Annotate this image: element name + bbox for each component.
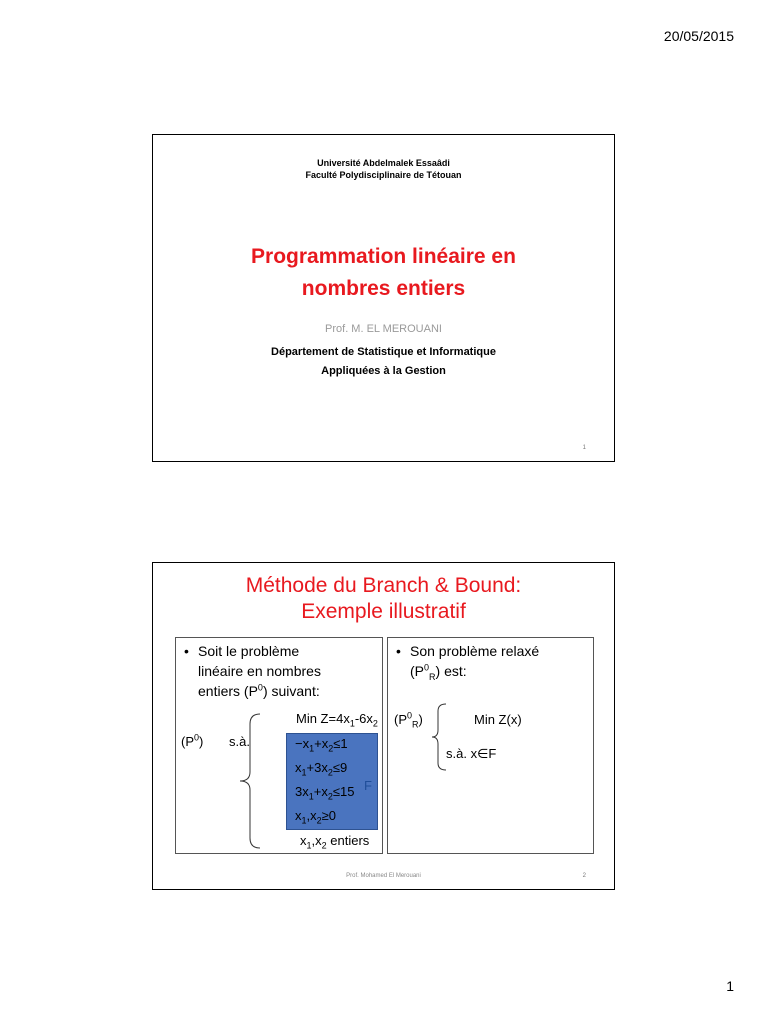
subscript: 1 — [301, 815, 307, 826]
text-part: ,x — [311, 833, 322, 848]
subscript: 1 — [301, 767, 307, 778]
slide-title-line-2: Exemple illustratif — [301, 600, 466, 623]
relaxed-constraint: s.à. x∈F — [446, 746, 497, 761]
slide-title-line-1: Programmation linéaire en — [251, 245, 516, 268]
text-part: x — [295, 760, 302, 775]
text-part: x — [300, 833, 307, 848]
university-header — [153, 157, 614, 181]
left-panel — [175, 637, 383, 854]
problem-label — [181, 734, 203, 750]
constraint-2 — [295, 760, 347, 776]
subscript: 1 — [309, 743, 315, 754]
slide-footer: Prof. Mohamed El Merouani — [346, 873, 421, 879]
page-date: 20/05/2015 — [663, 28, 734, 44]
text-part: −x — [295, 736, 310, 751]
slide-1 — [152, 134, 615, 462]
bullet-icon: • — [184, 643, 189, 659]
text-part: (P — [394, 712, 407, 727]
subscript: 2 — [321, 840, 327, 851]
bullet-icon: • — [396, 643, 401, 659]
text-part: Min Z=4x — [296, 711, 350, 726]
text-part: +x — [314, 736, 329, 751]
slide-number: 1 — [582, 445, 586, 451]
subscript: 2 — [327, 767, 333, 778]
text-part: x — [295, 808, 302, 823]
superscript: 0 — [424, 662, 430, 673]
slide-2 — [152, 562, 615, 890]
slide-title-line-1: Méthode du Branch & Bound: — [245, 574, 522, 597]
description-line-2: linéaire en nombres — [198, 663, 321, 679]
subscript: 1 — [306, 840, 312, 851]
description-line-2 — [410, 661, 590, 681]
slide-title — [153, 241, 614, 305]
feasible-set-label: F — [364, 778, 372, 793]
description-line-3 — [198, 681, 378, 701]
text-part: ≤1 — [333, 736, 348, 751]
slide-title — [153, 573, 614, 625]
constraint-4 — [295, 808, 336, 824]
subscript: 2 — [327, 791, 333, 802]
superscript: 0 — [407, 710, 413, 721]
subject-to-label: s.à. — [229, 734, 250, 749]
left-brace-icon — [238, 712, 262, 850]
text-part: ) est: — [435, 663, 467, 679]
text-part: ,x — [306, 808, 317, 823]
faculty-name: Faculté Polydisciplinaire de Tétouan — [305, 170, 462, 180]
relaxed-description — [410, 641, 590, 681]
university-name: Université Abdelmalek Essaâdi — [317, 158, 450, 168]
subscript: R — [412, 719, 419, 730]
problem-description — [198, 641, 378, 701]
description-line-1: Son problème relaxé — [410, 643, 540, 659]
subscript: 2 — [372, 718, 378, 729]
author: Prof. M. EL MEROUANI — [325, 323, 442, 335]
description-line-1: Soit le problème — [198, 643, 300, 659]
relaxed-problem-label — [394, 712, 423, 728]
slide-number: 2 — [582, 873, 586, 879]
subscript: 1 — [308, 791, 314, 802]
text-part: +3x — [306, 760, 328, 775]
text-part: ) — [199, 734, 204, 749]
text-part: ≤15 — [332, 784, 355, 799]
text-part: (P — [181, 734, 194, 749]
text-part: ) — [418, 712, 423, 727]
text-part: (P — [410, 663, 424, 679]
page-number: 1 — [726, 978, 734, 994]
superscript: 0 — [257, 682, 263, 693]
subscript: 2 — [328, 743, 334, 754]
department-line-2: Appliquées à la Gestion — [321, 365, 446, 377]
subscript: 1 — [349, 718, 355, 729]
subscript: R — [429, 671, 436, 682]
text-part: +x — [313, 784, 328, 799]
superscript: 0 — [194, 732, 200, 743]
department — [153, 343, 614, 381]
right-panel — [387, 637, 594, 854]
objective-function — [296, 711, 378, 727]
department-line-1: Département de Statistique et Informatique — [271, 346, 496, 358]
relaxed-objective: Min Z(x) — [474, 712, 522, 727]
text-part: entiers — [326, 833, 370, 848]
slide-title-line-2: nombres entiers — [301, 277, 466, 300]
text-part: ≤9 — [332, 760, 348, 775]
text-part: ) suivant: — [262, 683, 320, 699]
constraint-3 — [295, 784, 354, 800]
integer-constraint — [300, 833, 369, 849]
constraint-1 — [295, 736, 348, 752]
text-part: -6x — [354, 711, 373, 726]
text-part: entiers (P — [198, 683, 258, 699]
text-part: 3x — [295, 784, 309, 799]
subscript: 2 — [316, 815, 322, 826]
text-part: ≥0 — [321, 808, 337, 823]
